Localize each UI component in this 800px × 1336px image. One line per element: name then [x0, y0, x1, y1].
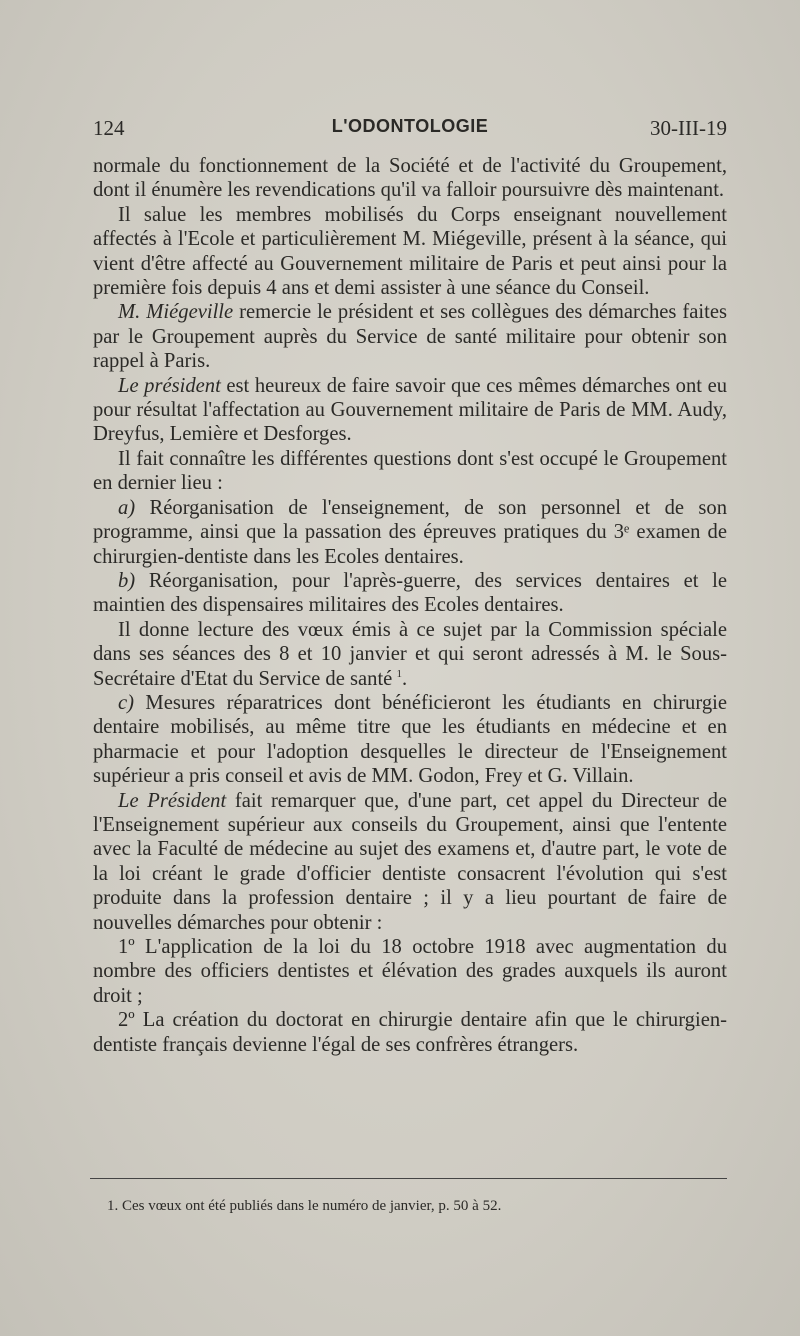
- issue-date: 30-III-19: [650, 116, 727, 140]
- paragraph-12: 2º La création du doctorat en chirurgie dentaire afin que le chirurgien-dentiste français devienne l'égal de ses confrères étrangers.: [93, 1009, 727, 1056]
- paragraph-7: b) Réorganisation, pour l'après-guerre, des services dentaires et le maintien des dispensaires militaires des Ecoles dentaires.: [93, 569, 727, 617]
- running-header: [93, 116, 727, 146]
- list-marker: b): [118, 569, 136, 592]
- paragraph-2: Il salue les membres mobilisés du Corps enseignant nouvellement affectés à l'Ecole et particulièrement M. Miégeville, présent à la séance, qui vient d'être affecté au Gouvernement militaire de Paris et peut ainsi pour la première fois depuis 4 ans et demi assister à une séance du Conseil.: [93, 203, 727, 300]
- list-marker: c): [118, 691, 134, 714]
- paragraph-4: Le président est heureux de faire savoir que ces mêmes démarches ont eu pour résultat l'affectation au Gouvernement militaire de Paris de MM. Audy, Dreyfus, Lemière et Desforges.: [93, 374, 728, 446]
- speaker-name: Le président: [118, 374, 221, 397]
- journal-title: L'ODONTOLOGIE: [331, 116, 489, 136]
- paragraph-5: Il fait connaître les différentes questions dont s'est occupé le Groupement en dernier lieu :: [93, 447, 727, 495]
- speaker-name: Le Président: [118, 789, 227, 812]
- footnote-ref[interactable]: 1: [396, 667, 402, 680]
- page-number: 124: [93, 116, 125, 140]
- footnote: 1. Ces vœux ont été publiés dans le numéro de janvier, p. 50 à 52.: [107, 1198, 502, 1214]
- body-text: [93, 154, 727, 1057]
- speaker-name: M. Miégeville: [118, 301, 234, 324]
- paragraph-9: c) Mesures réparatrices dont bénéficieront les étudiants en chirurgie dentaire mobilisés, au même titre que les étudiants en médecine et en pharmacie et pour l'adoption desquelles le directeur de l'Enseignement supérieur a pris conseil et avis de MM. Godon, Frey et G. Villain.: [93, 691, 727, 788]
- footnote-divider: [90, 1178, 727, 1179]
- paragraph-11: 1º L'application de la loi du 18 octobre 1918 avec augmentation du nombre des officiers dentistes et élévation des grades auxquels ils auront droit ;: [93, 936, 727, 1007]
- paragraph-6: a) Réorganisation de l'enseignement, de son personnel et de son programme, ainsi que la passation des épreuves pratiques du 3ᵉ examen de chirurgien-dentiste dans les Ecoles dentaires.: [93, 496, 727, 568]
- list-marker: a): [118, 496, 136, 519]
- paragraph-3: M. Miégeville remercie le président et ses collègues des démarches faites par le Groupement auprès du Service de santé militaire pour obtenir son rappel à Paris.: [93, 301, 727, 373]
- paragraph-10: Le Président fait remarquer que, d'une part, cet appel du Directeur de l'Enseignement supérieur aux conseils du Groupement, ainsi que l'entente avec la Faculté de médecine au sujet des examens et, d'autre part, le vote de la loi créant le grade d'officier dentiste consacrent l'évolution qui s'est produite dans la profession dentaire ; il y a lieu pourtant de faire de nouvelles démarches pour obtenir :: [93, 789, 728, 934]
- paragraph-8: Il donne lecture des vœux émis à ce sujet par la Commission spéciale dans ses séances des 8 et 10 janvier et qui seront adressés à M. le Sous-Secrétaire d'Etat du Service de santé $^1$.: [93, 618, 727, 690]
- paragraph-1: normale du fonctionnement de la Société et de l'activité du Groupement, dont il énumère les revendications qu'il va falloir poursuivre dès maintenant.: [93, 155, 727, 202]
